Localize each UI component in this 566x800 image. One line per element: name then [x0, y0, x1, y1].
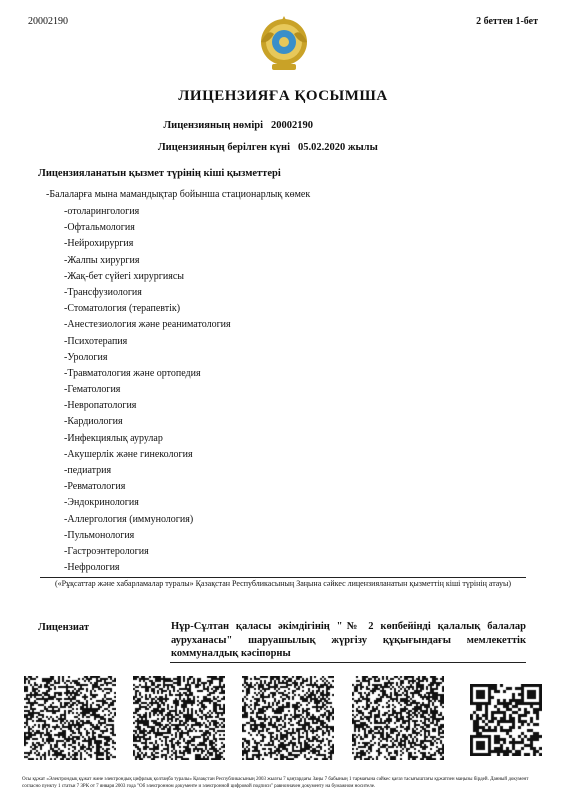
- sub-service-item: -Жалпы хирургия: [64, 254, 140, 266]
- sub-service-item: -Офтальмология: [64, 222, 135, 234]
- sub-service-item: -Жақ-бет сүйегі хирургиясы: [64, 270, 184, 282]
- licensee-label: Лицензиат: [38, 622, 90, 633]
- sub-service-item: -Инфекциялық аурулар: [64, 432, 163, 444]
- sub-service-label: Пульмонология: [67, 529, 135, 541]
- document-number: 20002190: [28, 16, 68, 27]
- sub-service-item: -Пульмонология: [64, 529, 135, 541]
- sub-service-label: Психотерапия: [67, 335, 128, 347]
- datamatrix-code-4: [352, 676, 444, 760]
- sub-service-item: -Психотерапия: [64, 335, 128, 347]
- sub-service-label: Травматология және ортопедия: [67, 367, 201, 379]
- sub-service-label: Трансфузиология: [67, 286, 142, 298]
- sub-service-item: -Анестезиология және реаниматология: [64, 319, 231, 331]
- page-title: ЛИЦЕНЗИЯҒА ҚОСЫМША: [178, 88, 388, 104]
- issue-date-row: [0, 142, 566, 156]
- sub-service-label: Стоматология (терапевтік): [67, 303, 181, 315]
- main-service-item: -Балаларға мына мамандықтар бойынша стационарлық көмек: [46, 189, 311, 200]
- sub-service-item: -Эндокринология: [64, 497, 139, 509]
- sub-service-label: Анестезиология және реаниматология: [67, 319, 231, 331]
- datamatrix-code-2: [133, 676, 225, 760]
- sub-service-item: -Гематология: [64, 384, 121, 396]
- sub-service-label: отоларингология: [67, 206, 140, 217]
- sub-service-label: Инфекциялық аурулар: [67, 432, 163, 444]
- sub-service-item: -Урология: [64, 351, 108, 363]
- sub-service-list: [64, 204, 231, 576]
- sub-service-item: -Акушерлік және гинекология: [64, 448, 193, 460]
- section-heading: Лицензияланатын қызмет түрінің кіші қызметтері: [38, 168, 281, 179]
- divider: [40, 577, 526, 578]
- footer-note: Осы құжат «Электрондық құжат және электрондық цифрлық қолтаңба туралы» Қазақстан Республикасының 2003 жылғы 7 қаңтардағы Заңы 7 бабының 1 тармағына сәйкес қағаз тасығыштағы құжатпен маңызы бірдей. Данный документ согласно пункту 1 статьи 7 ЗРК от 7 января 2003 года "Об электронном документе и электронной цифровой подписи" равнозначен документу на бумажном носителе.: [22, 777, 529, 789]
- issue-date-label: Лицензияның берілген күні: [157, 142, 290, 153]
- sub-service-label: Гастроэнтерология: [67, 545, 149, 557]
- sub-service-label: Акушерлік және гинекология: [67, 448, 193, 460]
- sub-service-label: Гематология: [67, 384, 121, 396]
- sub-service-item: -Нефрология: [64, 562, 120, 574]
- sub-service-item: -педиатрия: [64, 465, 112, 476]
- sub-service-item: -Травматология және ортопедия: [64, 367, 201, 379]
- sub-service-label: Офтальмология: [67, 222, 135, 234]
- datamatrix-code-1: [24, 676, 116, 760]
- sub-service-label: Кардиология: [67, 416, 123, 428]
- sub-service-item: -отоларингология: [64, 206, 140, 217]
- main-service-label: Балаларға мына мамандықтар бойынша стационарлық көмек: [49, 189, 311, 200]
- sub-service-label: Жақ-бет сүйегі хирургиясы: [67, 270, 184, 282]
- sub-service-label: Невропатология: [67, 400, 137, 412]
- sub-service-label: Аллергология (иммунология): [67, 513, 194, 525]
- sub-service-item: -Трансфузиология: [64, 286, 142, 298]
- sub-service-item: -Гастроэнтерология: [64, 545, 149, 557]
- license-number-value: 20002190: [271, 120, 313, 131]
- sub-service-item: -Аллергология (иммунология): [64, 513, 194, 525]
- sub-service-item: -Кардиология: [64, 416, 123, 428]
- sub-service-item: -Ревматология: [64, 481, 126, 493]
- sub-service-label: Ревматология: [67, 481, 126, 493]
- sub-service-label: Нефрология: [67, 562, 120, 574]
- sub-service-label: педиатрия: [67, 465, 112, 476]
- sub-service-label: Нейрохирургия: [67, 238, 134, 250]
- issue-date-value: 05.02.2020 жылы: [298, 142, 378, 153]
- state-emblem-icon: [258, 14, 310, 74]
- sub-service-label: Эндокринология: [67, 497, 139, 509]
- sub-service-label: Урология: [67, 351, 108, 363]
- datamatrix-code-3: [242, 676, 334, 760]
- sub-service-item: -Нейрохирургия: [64, 238, 134, 250]
- license-number-row: [0, 120, 566, 134]
- license-number-label: Лицензияның нөмірі: [163, 120, 263, 131]
- sub-service-item: -Стоматология (терапевтік): [64, 303, 181, 315]
- qr-code-icon: [470, 684, 542, 756]
- law-note: («Рұқсаттар және хабарламалар туралы» Қазақстан Республикасының Заңына сәйкес лицензияланатын қызметтің кіші түрінің атауы): [55, 579, 511, 588]
- page-info: 2 беттен 1-бет: [476, 16, 538, 27]
- licensee-underline: [170, 662, 526, 663]
- sub-service-item: -Невропатология: [64, 400, 137, 412]
- sub-service-label: Жалпы хирургия: [67, 254, 140, 266]
- licensee-name: Нұр-Сұлтан қаласы әкімдігінің "№ 2 көпбейінді қалалық балалар ауруханасы" шаруашылық жүргізу құқығындағы мемлекеттік коммуналдық кәсіпорны: [171, 621, 526, 659]
